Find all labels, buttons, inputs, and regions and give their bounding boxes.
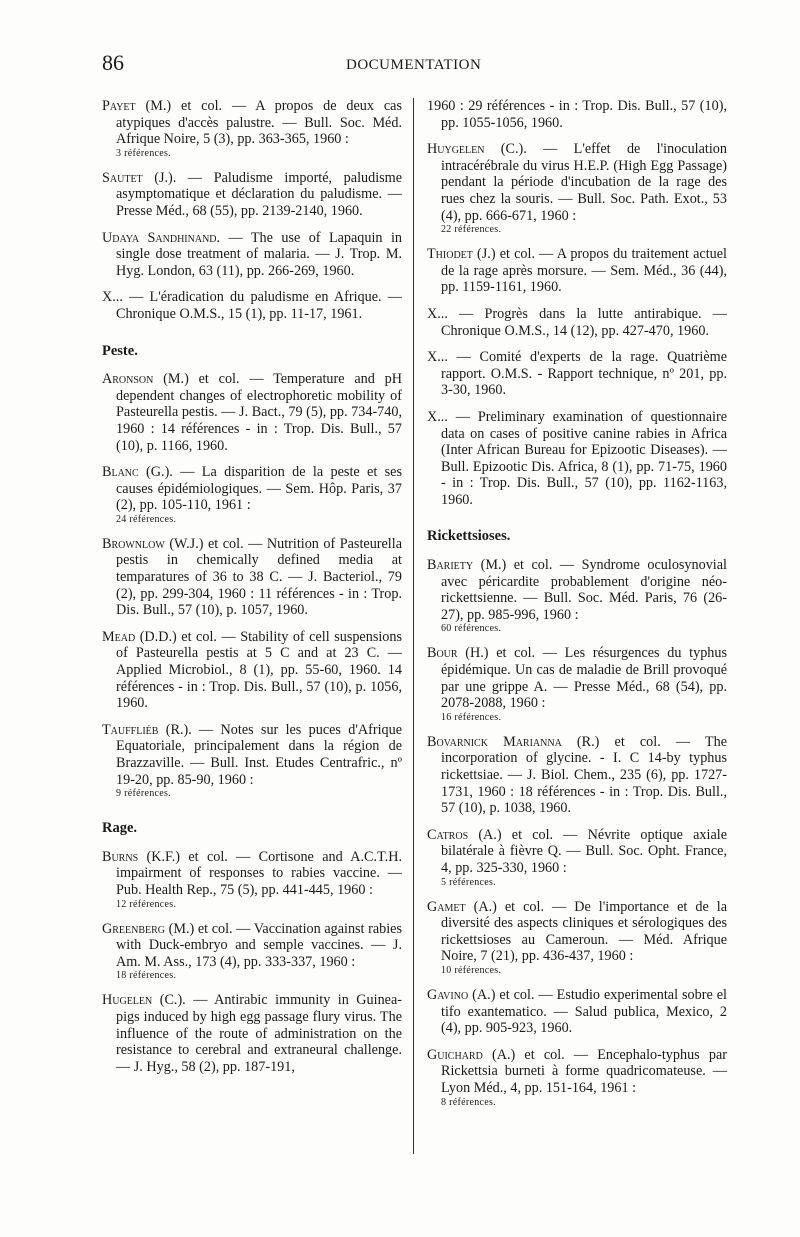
entry-author: Payet — [102, 98, 136, 114]
entry-author: Thiodet — [427, 246, 473, 263]
entry-citation: (A.) et col. — Estudio experimental sobre el tifo exantematico. — Salud publica, Mexico, 2 (4), pp. 905-923, 1960. — [441, 986, 727, 1037]
right-column — [427, 98, 727, 1119]
entry-citation: (R.). — Notes sur les puces d'Afrique Equatoriale, principalement dans la région de Brazzaville. — Bull. Inst. Etudes Centrafric., nº 19-20, pp. 85-90, 1960 : — [116, 721, 402, 788]
page-number: 86 — [102, 50, 124, 75]
bibliography-entry — [427, 645, 727, 723]
bibliography-entry — [427, 409, 727, 509]
entry-author: Guichard — [427, 1046, 483, 1063]
entry-citation: (M.) et col. — Vaccination against rabies with Duck-embryo and semple vaccines. — J. Am. M. Ass., 173 (4), pp. 333-337, 1960 : — [116, 920, 402, 970]
entry-author: Blanc — [102, 464, 139, 481]
entry-reference-count: 3 références. — [116, 147, 171, 159]
entry-citation: X... — Comité d'experts de la rage. Quatrième rapport. O.M.S. - Rapport technique, nº 201, pp. 3-30, 1960. — [427, 349, 727, 399]
bibliography-entry — [427, 557, 727, 635]
entry-author: Greenberg — [102, 920, 166, 937]
entry-author: Bariety — [427, 557, 474, 574]
entry-author: Burns — [102, 848, 139, 865]
bibliography-entry — [427, 899, 727, 977]
entry-author: Sautet — [102, 169, 143, 186]
entry-author: Aronson — [102, 371, 154, 388]
entry-author: Bour — [427, 645, 458, 662]
entry-author: Hugelen — [102, 992, 153, 1009]
left-column — [102, 98, 402, 1085]
entry-citation: 1960 : 29 références - in : Trop. Dis. Bull., 57 (10), pp. 1055-1056, 1960. — [427, 98, 727, 131]
entry-citation: (M.) et col. — A propos de deux cas atypiques d'accès palustre. — Bull. Soc. Méd. Afrique Noire, 5 (3), pp. 363-365, 1960 : — [116, 98, 402, 148]
entry-citation: (M.) et col. — Temperature and pH dependent changes of electrophoretic mobility of Pasteurella pestis. — J. Bact., 79 (5), pp. 734-740, 1960 : 14 références - in : Trop. Dis. Bull., 57 (10), p. 1166, 1960. — [116, 371, 402, 454]
bibliography-entry — [427, 1047, 727, 1109]
entry-reference-count: 9 références. — [116, 788, 171, 800]
entry-author: Mead — [102, 628, 136, 645]
entry-citation: (C.). — L'effet de l'inoculation intracérébrale du virus H.E.P. (High Egg Passage) pendant la période d'incubation de la rage des rues chez la souris. — Bull. Soc. Path. Exot., 53 (4), pp. 666-671, 1960 : — [441, 141, 727, 224]
bibliography-entry — [427, 734, 727, 817]
entry-author: Udaya Sandhinand. — [102, 229, 221, 246]
bibliography-entry — [427, 141, 727, 236]
bibliography-entry — [102, 464, 402, 526]
bibliography-entry — [102, 170, 402, 220]
entry-reference-count: 5 références. — [441, 876, 496, 888]
running-head: DOCUMENTATION — [346, 57, 482, 73]
entry-citation: (G.). — La disparition de la peste et ses causes épidémiologiques. — Sem. Hôp. Paris, 37 (2), pp. 105-110, 1961 : — [116, 464, 402, 514]
entry-author: Catros — [427, 826, 469, 843]
bibliography-entry — [427, 987, 727, 1037]
bibliography-entry — [102, 921, 402, 983]
entry-citation: (C.). — Antirabic immunity in Guinea-pigs induced by high egg passage flury virus. The influence of the route of administration on the resistance to cerebral and extraneural challenge. — J. Hyg., 58 (2), pp. 187-191, — [116, 992, 402, 1075]
entry-citation: — The use of Lapaquin in single dose treatment of malaria. — J. Trop. M. Hyg. London, 63 (11), pp. 266-269, 1960. — [116, 229, 402, 279]
entry-citation: (J.) et col. — A propos du traitement actuel de la rage après morsure. — Sem. Méd., 36 (44), pp. 1159-1161, 1960. — [441, 246, 727, 296]
bibliography-entry — [102, 230, 402, 280]
bibliography-entry — [102, 371, 402, 454]
entry-citation: (A.) et col. — Névrite optique axiale bilatérale à fièvre Q. — Bull. Soc. Opht. France, 4, pp. 325-330, 1960 : — [441, 826, 727, 876]
entry-citation: (D.D.) et col. — Stability of cell suspensions of Pasteurella pestis at 5 C and at 23 C. — Applied Microbiol., 8 (1), pp. 55-60, 1960. 14 références - in : Trop. Dis. Bull., 57 (10), p. 1056, 1960. — [116, 628, 402, 712]
entry-citation: X... — Progrès dans la lutte antirabique. — Chronique O.M.S., 14 (12), pp. 427-470, 1960. — [427, 305, 727, 339]
column-divider — [413, 98, 414, 1154]
bibliography-entry — [427, 246, 727, 296]
entry-reference-count: 16 références. — [441, 711, 502, 723]
section-heading: Peste. — [102, 342, 138, 359]
bibliography-entry — [427, 349, 727, 399]
bibliography-entry — [102, 722, 402, 800]
entry-citation: (M.) et col. — Syndrome oculosynovial avec péricardite probablement d'origine néo-rickettsienne. — Bull. Soc. Méd. Paris, 76 (26-27), pp. 985-996, 1960 : — [441, 557, 727, 623]
entry-reference-count: 8 références. — [441, 1096, 496, 1108]
entry-author: Brownlow — [102, 535, 165, 552]
entry-reference-count: 60 références. — [441, 623, 502, 635]
bibliography-entry — [102, 98, 402, 160]
entry-reference-count: 24 références. — [116, 513, 177, 525]
section-heading: Rickettsioses. — [427, 528, 511, 545]
bibliography-entry — [427, 827, 727, 889]
entry-citation: X... — L'éradication du paludisme en Afrique. — Chronique O.M.S., 15 (1), pp. 11-17, 1961. — [102, 289, 402, 322]
entry-citation: (H.) et col. — Les résurgences du typhus épidémique. Un cas de maladie de Brill provoqué par une grippe A. — Presse Méd., 68 (54), pp. 2078-2088, 1960 : — [441, 645, 727, 712]
entry-author: Tauffliéb — [102, 721, 159, 738]
entry-citation: (R.) et col. — The incorporation of glycine. - I. C 14-by typhus rickettsiae. — J. Biol. Chem., 235 (6), pp. 1727-1731, 1960 : 18 références - in : Trop. Dis. Bull., 57 (10), p. 1038, 1960. — [441, 733, 727, 817]
entry-citation: (J.). — Paludisme importé, paludisme asymptomatique et déclaration du paludisme. — Presse Méd., 68 (55), pp. 2139-2140, 1960. — [116, 169, 402, 219]
entry-citation: (K.F.) et col. — Cortisone and A.C.T.H. impairment of responses to rabies vaccine. — Pub. Health Rep., 75 (5), pp. 441-445, 1960 : — [116, 848, 402, 898]
bibliography-entry — [102, 536, 402, 619]
entry-author: Gavino — [427, 986, 469, 1003]
entry-citation: (W.J.) et col. — Nutrition of Pasteurella pestis in chemically defined media at temparatures of 36 to 38 C. — J. Bacteriol., 79 (2), pp. 299-304, 1960 : 11 références - in : Trop. Dis. Bull., 57 (10), p. 1057, 1960. — [116, 535, 402, 619]
section-heading: Rage. — [102, 820, 138, 837]
bibliography-entry — [102, 992, 402, 1075]
entry-author: Bovarnick Marianna — [427, 733, 562, 750]
entry-reference-count: 10 références. — [441, 964, 502, 976]
bibliography-entry — [427, 98, 727, 131]
entry-author: Huygelen — [427, 141, 485, 158]
entry-citation: (A.) et col. — Encephalo-typhus par Rickettsia burneti à forme quadricomateuse. — Lyon Méd., 4, pp. 151-164, 1961 : — [441, 1046, 727, 1096]
bibliography-entry — [427, 306, 727, 339]
entry-reference-count: 18 références. — [116, 970, 177, 982]
entry-citation: X... — Preliminary examination of questionnaire data on cases of positive canine rabies in Africa (Inter African Bureau for Epizootic Diseases). — Bull. Epizootic Dis. Africa, 8 (1), pp. 71-75, 1960 - in : Trop. Dis. Bull., 57 (10), pp. 1162-1163, 1960. — [427, 408, 727, 508]
entry-reference-count: 12 références. — [116, 898, 177, 910]
entry-citation: (A.) et col. — De l'importance et de la diversité des aspects cliniques et sérologiques des rickettsioses au Cameroun. — Méd. Afrique Noire, 7 (21), pp. 436-437, 1960 : — [441, 898, 727, 965]
entry-author: Gamet — [427, 898, 466, 915]
bibliography-entry — [102, 849, 402, 911]
bibliography-entry — [102, 289, 402, 322]
bibliography-entry — [102, 629, 402, 712]
entry-reference-count: 22 références. — [441, 224, 502, 236]
